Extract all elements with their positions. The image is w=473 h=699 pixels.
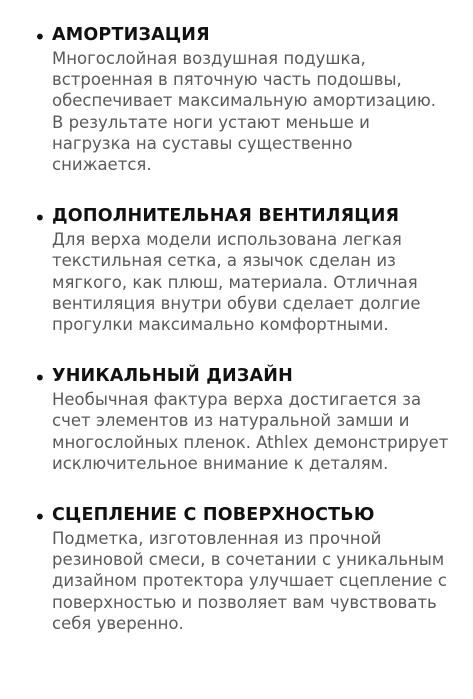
feature-description: Необычная фактура верха достигается за счет элементов из натуральной замши и многослойных пленок. Athlex демонстрирует исключительное внимание к деталям. bbox=[52, 390, 449, 473]
feature-title: АМОРТИЗАЦИЯ bbox=[52, 25, 210, 45]
bullet-icon: • bbox=[34, 505, 46, 530]
bullet-icon: • bbox=[34, 25, 46, 49]
bullet-icon: • bbox=[34, 366, 46, 391]
feature-item-grip bbox=[34, 504, 455, 634]
feature-title: СЦЕПЛЕНИЕ С ПОВЕРХНОСТЬЮ bbox=[52, 505, 375, 526]
feature-description: Многослойная воздушная подушка, встроенная в пяточную часть подошвы, обеспечивает максимальную амортизацию. В результате ноги устают меньше и нагрузка на суставы существенно снижается. bbox=[52, 49, 437, 175]
feature-title: ДОПОЛНИТЕЛЬНАЯ ВЕНТИЛЯЦИЯ bbox=[52, 206, 400, 227]
feature-item-design bbox=[34, 365, 455, 474]
feature-title: УНИКАЛЬНЫЙ ДИЗАЙН bbox=[52, 366, 293, 387]
feature-description: Подметка, изготовленная из прочной резиновой смеси, в сочетании с уникальным дизайном протектора улучшает сцепление с поверхностью и позволяет вам чувствовать себя уверенно. bbox=[52, 529, 447, 633]
feature-item-amortization bbox=[34, 24, 455, 175]
feature-item-ventilation bbox=[34, 205, 455, 335]
bullet-icon: • bbox=[34, 206, 46, 231]
feature-description: Для верха модели использована легкая текстильная сетка, а язычок сделан из мягкого, как плюш, материала. Отличная вентиляция внутри обуви сделает долгие прогулки максимально комфортными. bbox=[52, 230, 421, 335]
